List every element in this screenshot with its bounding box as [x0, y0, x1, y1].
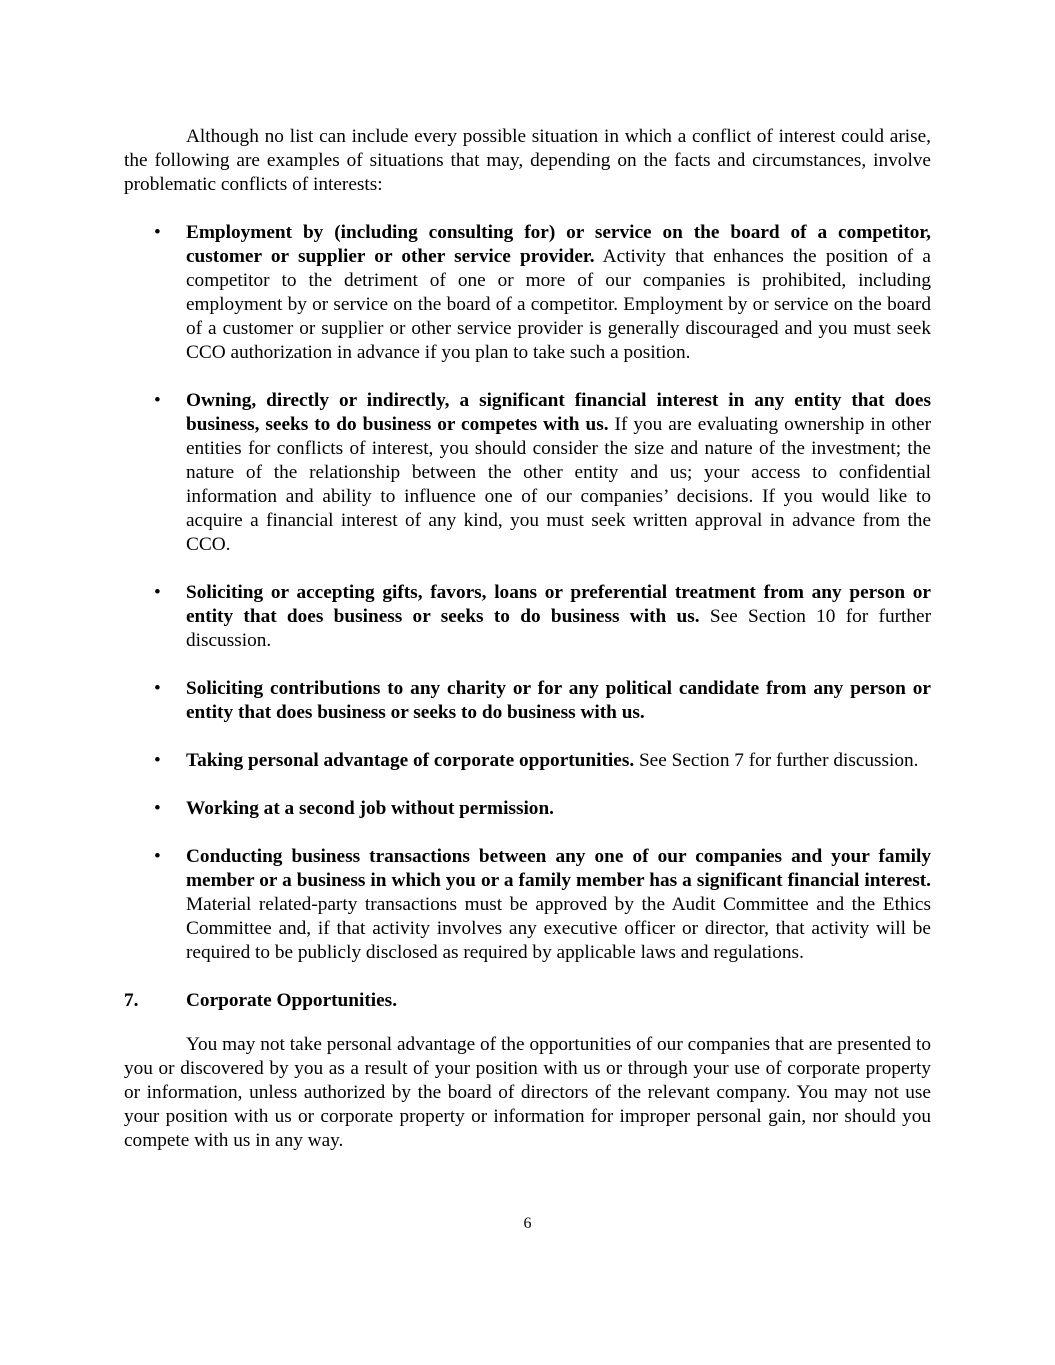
list-item	[124, 221, 931, 365]
bullet-icon: •	[154, 582, 161, 603]
page-number: 6	[523, 1215, 532, 1232]
bullet-icon: •	[154, 798, 161, 819]
section-paragraph: You may not take personal advantage of the opportunities of our companies that are presented to you or discovered by you as a result of your position with us or through your use of corporate property or information, unless authorized by the board of directors of the relevant company. You may not use your position with us or corporate property or information for improper personal gain, nor should you compete with us in any way.	[124, 1034, 931, 1151]
item-lead: Working at a second job without permission.	[186, 798, 554, 819]
section-title: Corporate Opportunities.	[186, 990, 398, 1011]
bullet-icon: •	[154, 222, 161, 243]
list-item	[124, 677, 931, 725]
bullet-icon: •	[154, 678, 161, 699]
conflict-examples-list	[124, 221, 931, 965]
item-lead: Owning, directly or indirectly, a significant financial interest in any entity that does business, seeks to do business or competes with us.	[186, 390, 931, 435]
bullet-icon: •	[154, 846, 161, 867]
item-lead: Conducting business transactions between any one of our companies and your family member or a business in which you or a family member has a significant financial interest.	[186, 846, 931, 891]
item-lead: Taking personal advantage of corporate opportunities.	[186, 750, 635, 771]
bullet-icon: •	[154, 750, 161, 771]
item-text: See Section 7 for further discussion.	[634, 750, 919, 771]
list-item	[124, 749, 931, 773]
list-item	[124, 389, 931, 557]
item-lead: Soliciting or accepting gifts, favors, loans or preferential treatment from any person or entity that does business or seeks to do business with us.	[186, 582, 931, 627]
document-page	[124, 125, 931, 1153]
item-text: See Section 10 for further discussion.	[186, 606, 931, 651]
intro-paragraph: Although no list can include every possible situation in which a conflict of interest could arise, the following are examples of situations that may, depending on the facts and circumstances, involve problematic conflicts of interests:	[124, 126, 931, 195]
bullet-icon: •	[154, 390, 161, 411]
list-item	[124, 797, 931, 821]
item-text: Activity that enhances the position of a competitor to the detriment of one or more of our companies is prohibited, including employment by or service on the board of a competitor. Employment by or service on the board of a customer or supplier or other service provider is generally discouraged and you must seek CCO authorization in advance if you plan to take such a position.	[186, 246, 931, 363]
item-lead: Employment by (including consulting for) or service on the board of a competitor, customer or supplier or other service provider.	[186, 222, 931, 267]
item-text: Material related-party transactions must be approved by the Audit Committee and the Ethics Committee and, if that activity involves any executive officer or director, that activity will be required to be publicly disclosed as required by applicable laws and regulations.	[186, 894, 931, 963]
item-text: If you are evaluating ownership in other entities for conflicts of interest, you should consider the size and nature of the investment; the nature of the relationship between the other entity and us; your access to confidential information and ability to influence one of our companies’ decisions. If you would like to acquire a financial interest of any kind, you must seek written approval in advance from the CCO.	[186, 414, 931, 555]
item-lead: Soliciting contributions to any charity or for any political candidate from any person or entity that does business or seeks to do business with us.	[186, 678, 931, 723]
section-number: 7.	[124, 990, 139, 1011]
list-item	[124, 581, 931, 653]
section-heading	[124, 989, 931, 1013]
list-item	[124, 845, 931, 965]
